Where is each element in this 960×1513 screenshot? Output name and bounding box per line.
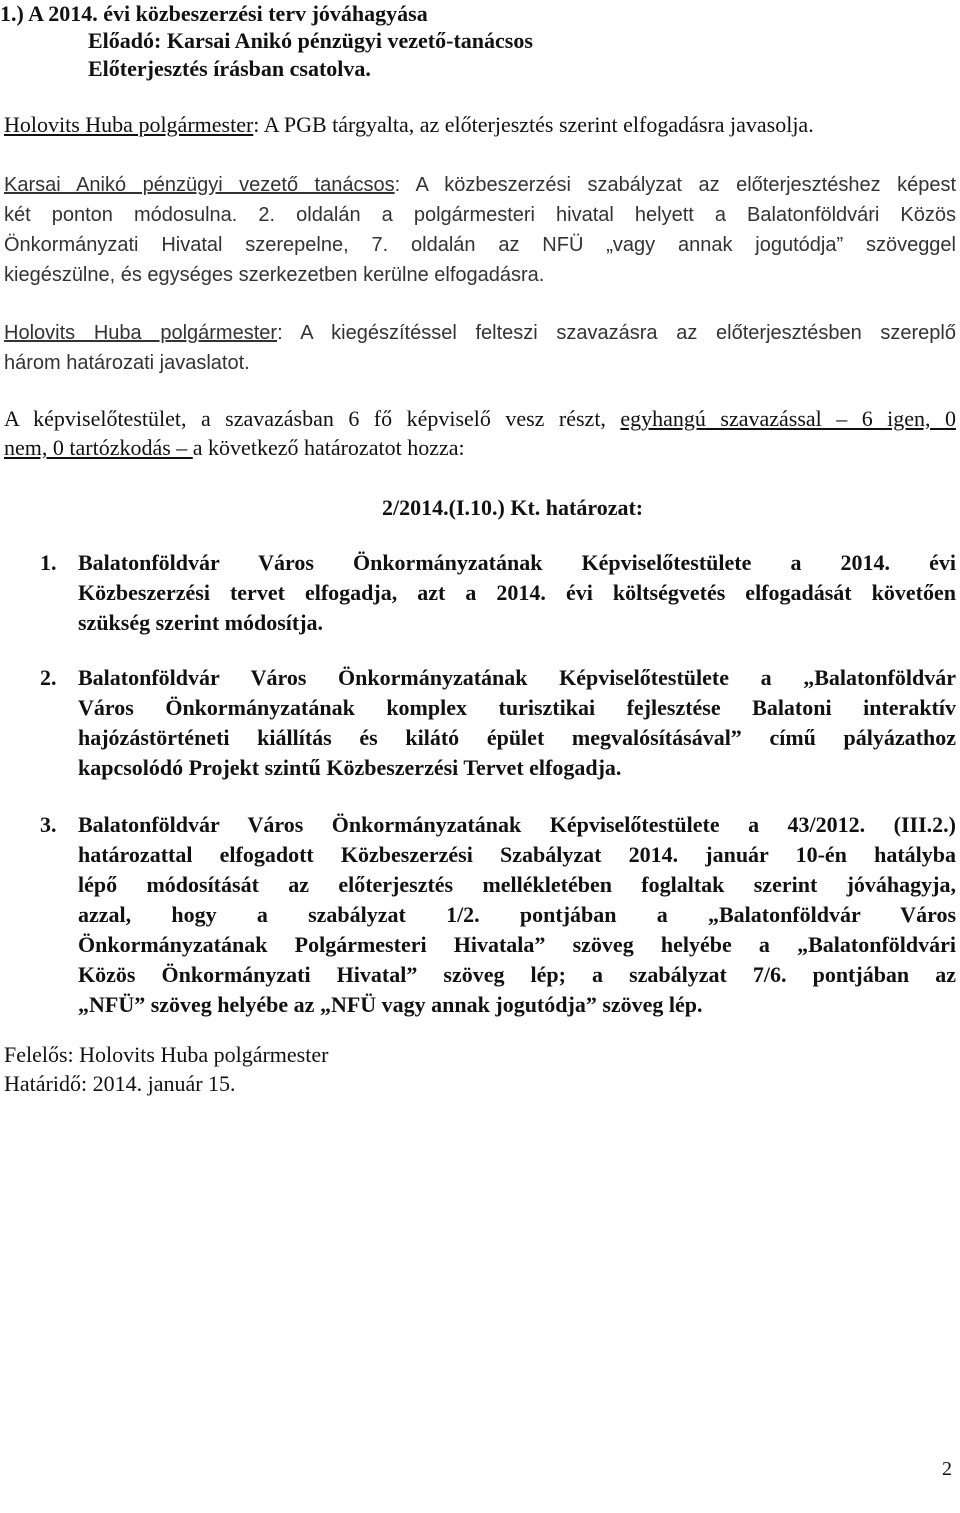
speaker-name: Holovits Huba polgármester bbox=[4, 322, 278, 344]
resolution-number: 2. bbox=[40, 665, 57, 690]
resolution-number: 1. bbox=[40, 550, 57, 575]
statement-text: : A PGB tárgyalta, az előterjesztés szerint elfogadásra javasolja. bbox=[253, 112, 814, 137]
resolution-line: lépő módosítását az előterjesztés mellékletében foglaltak szerint jóváhagyja, bbox=[78, 872, 956, 897]
resolution-2-text bbox=[78, 663, 956, 783]
mayor-statement-1 bbox=[4, 111, 814, 139]
finance-statement-line-3: Önkormányzati Hivatal szerepelne, 7. oldalán az NFÜ „vagy annak jogutódja” szöveggel bbox=[4, 234, 956, 256]
finance-statement-line-2: két ponton módosulna. 2. oldalán a polgármesteri hivatal helyett a Balatonföldvári Közös bbox=[4, 204, 956, 226]
vote-text: A képviselőtestület, a szavazásban 6 fő képviselő vesz részt, bbox=[4, 406, 621, 431]
page-number: 2 bbox=[942, 1458, 952, 1480]
resolution-line: szükség szerint módosítja. bbox=[78, 610, 324, 635]
mayor-statement-2-line-2: három határozati javaslatot. bbox=[4, 352, 250, 374]
resolution-line: Balatonföldvár Város Önkormányzatának Képviselőtestülete a 2014. évi bbox=[78, 550, 956, 575]
resolution-line: „NFÜ” szöveg helyébe az „NFÜ vagy annak jogutódja” szöveg lép. bbox=[78, 992, 703, 1017]
statement-text: : A közbeszerzési szabályzat az előterjesztéshez képest bbox=[394, 174, 957, 196]
resolution-line: Önkormányzatának Polgármesteri Hivatala” szöveg helyébe a „Balatonföldvári bbox=[78, 932, 956, 957]
resolution-title: 2/2014.(I.10.) Kt. határozat: bbox=[382, 495, 644, 520]
resolution-line: Közös Önkormányzati Hivatal” szöveg lép; a szabályzat 7/6. pontjában az bbox=[78, 962, 956, 987]
attachment-line: Előterjesztés írásban csatolva. bbox=[88, 56, 371, 81]
resolution-line: határozattal elfogadott Közbeszerzési Szabályzat 2014. január 10-én hatályba bbox=[78, 842, 956, 867]
statement-text: : A kiegészítéssel felteszi szavazásra az előterjesztésben szereplő bbox=[277, 322, 956, 344]
resolution-line: hajózástörténeti kiállítás és kilátó épület megvalósításával” című pályázathoz bbox=[78, 725, 956, 750]
mayor-statement-2-line-1 bbox=[4, 319, 956, 347]
speaker-name: Karsai Anikó pénzügyi vezető tanácsos bbox=[4, 174, 395, 196]
resolution-3-text bbox=[78, 810, 956, 1020]
resolution-line: Balatonföldvár Város Önkormányzatának Képviselőtestülete a „Balatonföldvár bbox=[78, 665, 956, 690]
vote-result: egyhangú szavazással – 6 igen, 0 bbox=[620, 406, 956, 431]
resolution-number: 3. bbox=[40, 812, 57, 837]
vote-line-1 bbox=[4, 405, 956, 433]
resolution-1-text bbox=[78, 548, 956, 638]
resolution-line: kapcsolódó Projekt szintű Közbeszerzési Tervet elfogadja. bbox=[78, 755, 622, 780]
resolution-line: Balatonföldvár Város Önkormányzatának Képviselőtestülete a 43/2012. (III.2.) bbox=[78, 812, 956, 837]
deadline-line: Határidő: 2014. január 15. bbox=[4, 1071, 236, 1096]
responsible-line: Felelős: Holovits Huba polgármester bbox=[4, 1042, 329, 1067]
resolution-line: Közbeszerzési tervet elfogadja, azt a 2014. évi költségvetés elfogadását követően bbox=[78, 580, 956, 605]
presenter-line: Előadó: Karsai Anikó pénzügyi vezető-tanácsos bbox=[88, 28, 533, 53]
resolution-line: Város Önkormányzatának komplex turisztikai fejlesztése Balatoni interaktív bbox=[78, 695, 956, 720]
speaker-name: Holovits Huba polgármester bbox=[4, 112, 254, 137]
resolution-line: azzal, hogy a szabályzat 1/2. pontjában a „Balatonföldvár Város bbox=[78, 902, 956, 927]
vote-result: nem, 0 tartózkodás – bbox=[4, 435, 193, 460]
finance-statement-line-4: kiegészülne, és egységes szerkezetben kerülne elfogadásra. bbox=[4, 264, 545, 286]
finance-statement-line-1 bbox=[4, 171, 956, 199]
vote-line-2 bbox=[4, 434, 465, 462]
vote-text: a következő határozatot hozza: bbox=[192, 435, 465, 460]
agenda-title: 1.) A 2014. évi közbeszerzési terv jóváhagyása bbox=[0, 1, 428, 26]
